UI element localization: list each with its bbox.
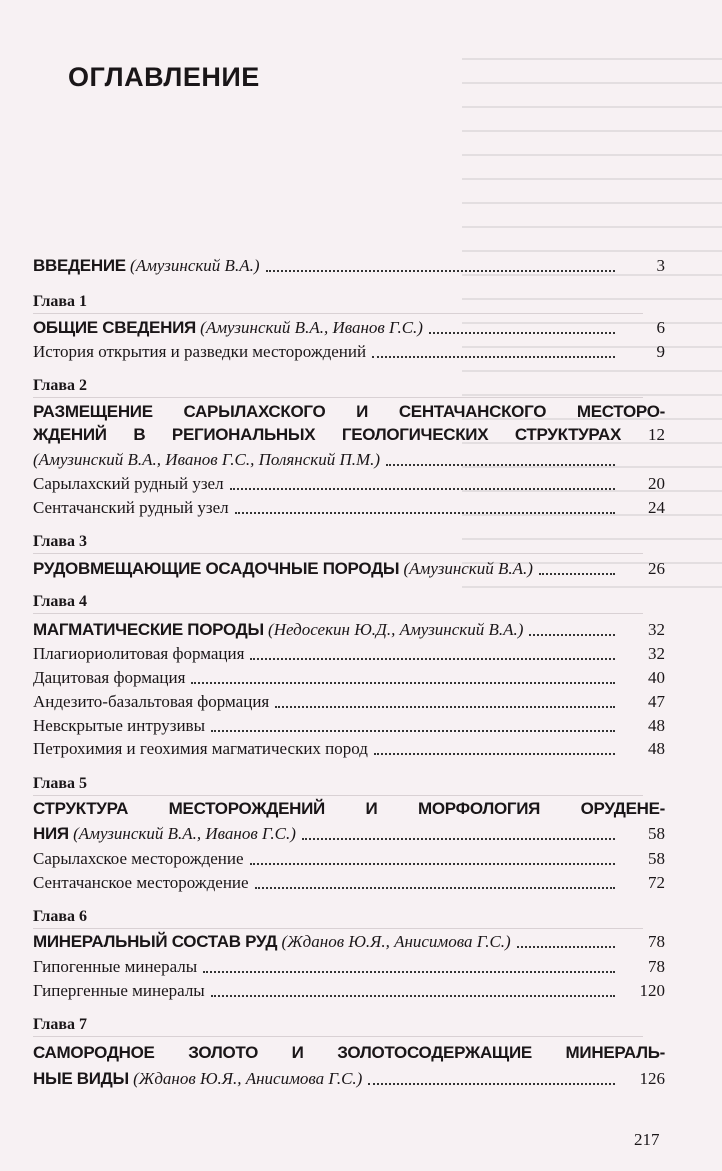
entry-title: Сентачанское месторождение (33, 873, 249, 892)
chapter-number: Глава 5 (33, 775, 87, 792)
entry-text (33, 498, 229, 518)
toc-entry[interactable] (33, 845, 665, 869)
entry-text (33, 644, 244, 664)
toc-entry[interactable] (33, 664, 665, 688)
toc-entry[interactable] (33, 712, 665, 736)
entry-page-number: 6 (656, 318, 665, 337)
chapter-number: Глава 6 (33, 908, 87, 925)
divider (33, 553, 643, 554)
entry-page-number: 78 (648, 932, 665, 951)
page-title: ОГЛАВЛЕНИЕ (68, 62, 260, 92)
toc-entry[interactable] (33, 640, 665, 664)
entry-text (33, 668, 185, 688)
dot-leader (230, 476, 615, 490)
dot-leader (250, 851, 615, 865)
chapter-label (33, 528, 665, 552)
dot-leader (386, 452, 615, 466)
toc-entry[interactable] (33, 398, 665, 422)
dot-leader (429, 320, 615, 334)
chapter-label (33, 588, 665, 612)
entry-title: Сарылахский рудный узел (33, 474, 224, 493)
entry-title: История открытия и разведки месторождений (33, 342, 367, 361)
entry-text (33, 824, 296, 844)
entry-page-number: 12 (648, 425, 665, 444)
toc-entry[interactable] (33, 928, 665, 952)
chapter-number: Глава 3 (33, 533, 87, 550)
entry-authors: (Жданов Ю.Я., Анисимова Г.С.) (128, 1069, 363, 1088)
entry-text (33, 981, 205, 1001)
toc-entry[interactable] (33, 688, 665, 712)
chapter-number: Глава 1 (33, 293, 87, 310)
entry-title: Сентачанский рудный узел (33, 498, 229, 517)
toc-entry[interactable] (33, 977, 665, 1001)
entry-text (33, 375, 87, 396)
entry-title: Гипергенные минералы (33, 981, 205, 1000)
entry-text (33, 402, 665, 422)
entry-text (33, 1014, 87, 1035)
dot-leader (191, 670, 615, 684)
entry-title: Гипогенные минералы (33, 957, 198, 976)
entry-text (33, 474, 224, 494)
toc-entry[interactable] (33, 820, 665, 844)
entry-text (33, 873, 249, 893)
entry-text (33, 591, 87, 612)
dot-leader (211, 718, 615, 732)
entry-title: МАГМАТИЧЕСКИЕ ПОРОДЫ (33, 620, 264, 639)
dot-leader (275, 694, 615, 708)
toc-entry[interactable] (33, 252, 665, 276)
entry-title: ВВЕДЕНИЕ (33, 256, 126, 275)
entry-title: Петрохимия и геохимия магматических пород (33, 739, 368, 758)
dot-leader (368, 1071, 615, 1085)
entry-text (33, 932, 511, 952)
entry-text (33, 799, 665, 819)
chapter-number: Глава 7 (33, 1016, 87, 1033)
toc-entry[interactable] (33, 314, 665, 338)
dot-leader (211, 983, 615, 997)
entry-page-number: 9 (656, 342, 665, 361)
entry-text (33, 906, 87, 927)
chapter-label (33, 288, 665, 312)
entry-text (33, 425, 621, 445)
divider (33, 613, 643, 614)
dot-leader (529, 622, 615, 636)
toc-entry[interactable] (33, 953, 665, 977)
entry-page-number: 32 (648, 644, 665, 663)
toc-entry[interactable] (33, 616, 665, 640)
entry-text (33, 256, 260, 276)
entry-title: НИЯ (33, 824, 69, 843)
toc-entry[interactable] (33, 869, 665, 893)
toc-entry[interactable] (33, 421, 665, 445)
entry-title: СТРУКТУРА МЕСТОРОЖДЕНИЙ И МОРФОЛОГИЯ ОРУДЕНЕ- (33, 799, 665, 818)
entry-page-number: 72 (648, 873, 665, 892)
toc-entry[interactable] (33, 494, 665, 518)
entry-title: САМОРОДНОЕ ЗОЛОТО И ЗОЛОТОСОДЕРЖАЩИЕ МИНЕРАЛЬ- (33, 1043, 665, 1062)
entry-authors: (Жданов Ю.Я., Анисимова Г.С.) (277, 932, 511, 951)
dot-leader (374, 741, 615, 755)
chapter-number: Глава 4 (33, 593, 87, 610)
page-number: 217 (634, 1130, 660, 1149)
entry-authors: (Амузинский В.А.) (125, 256, 260, 275)
dot-leader (266, 258, 616, 272)
divider (33, 1036, 643, 1037)
entry-title: РУДОВМЕЩАЮЩИЕ ОСАДОЧНЫЕ ПОРОДЫ (33, 559, 400, 578)
entry-text (33, 291, 87, 312)
dot-leader (539, 561, 615, 575)
entry-page-number: 24 (648, 498, 665, 517)
entry-page-number: 26 (648, 559, 665, 578)
entry-text (33, 1069, 362, 1089)
entry-page-number: 47 (648, 692, 665, 711)
chapter-label (33, 372, 665, 396)
entry-authors: (Амузинский В.А., Иванов Г.С.) (195, 318, 423, 337)
entry-title: ОБЩИЕ СВЕДЕНИЯ (33, 318, 196, 337)
entry-page-number: 32 (648, 620, 665, 639)
entry-title: РАЗМЕЩЕНИЕ САРЫЛАХСКОГО И СЕНТАЧАНСКОГО МЕСТОРО- (33, 402, 665, 421)
entry-page-number: 58 (648, 824, 665, 843)
entry-text (33, 620, 523, 640)
toc-entry[interactable] (33, 1039, 665, 1063)
entry-title: НЫЕ ВИДЫ (33, 1069, 129, 1088)
entry-text (33, 957, 197, 977)
entry-title: Сарылахское месторождение (33, 849, 244, 868)
entry-title: Плагиориолитовая формация (33, 644, 245, 663)
entry-title: МИНЕРАЛЬНЫЙ СОСТАВ РУД (33, 932, 278, 951)
entry-page-number: 120 (639, 981, 665, 1000)
entry-title: Андезито-базальтовая формация (33, 692, 270, 711)
entry-title: Дацитовая формация (33, 668, 186, 687)
entry-page-number: 48 (648, 739, 665, 758)
entry-text (33, 559, 533, 579)
entry-title: ЖДЕНИЙ В РЕГИОНАЛЬНЫХ ГЕОЛОГИЧЕСКИХ СТРУКТУРАХ (33, 425, 621, 444)
entry-text (33, 531, 87, 552)
entry-text (33, 318, 423, 338)
dot-leader (255, 875, 615, 889)
toc-entry[interactable] (33, 735, 665, 759)
entry-authors: (Амузинский В.А., Иванов Г.С., Полянский П.М.) (33, 450, 381, 469)
chapter-number: Глава 2 (33, 377, 87, 394)
dot-leader (250, 646, 615, 660)
entry-page-number: 3 (656, 256, 665, 275)
dot-leader (302, 826, 615, 840)
entry-text (33, 716, 205, 736)
toc-entry[interactable] (33, 555, 665, 579)
dot-leader (235, 500, 615, 514)
entry-authors: (Недосекин Ю.Д., Амузинский В.А.) (263, 620, 524, 639)
entry-text (33, 1043, 665, 1063)
chapter-label (33, 1011, 665, 1035)
chapter-label (33, 903, 665, 927)
toc-entry[interactable] (33, 338, 665, 362)
entry-text (33, 450, 380, 470)
dot-leader (203, 959, 615, 973)
entry-authors: (Амузинский В.А., Иванов Г.С.) (68, 824, 296, 843)
dot-leader (372, 344, 615, 358)
toc-entry[interactable] (33, 1065, 665, 1089)
entry-authors: (Амузинский В.А.) (399, 559, 533, 578)
entry-page-number: 48 (648, 716, 665, 735)
dot-leader (517, 934, 615, 948)
entry-page-number: 40 (648, 668, 665, 687)
entry-page-number: 78 (648, 957, 665, 976)
toc-entry[interactable] (33, 446, 665, 470)
entry-title: Невскрытые интрузивы (33, 716, 205, 735)
entry-text (33, 692, 269, 712)
entry-page-number: 58 (648, 849, 665, 868)
chapter-label (33, 770, 665, 794)
entry-text (33, 342, 366, 362)
entry-text (33, 773, 87, 794)
entry-text (33, 849, 244, 869)
entry-page-number: 20 (648, 474, 665, 493)
entry-page-number: 126 (639, 1069, 665, 1088)
toc-entry[interactable] (33, 470, 665, 494)
entry-text (33, 739, 368, 759)
toc-entry[interactable] (33, 795, 665, 819)
